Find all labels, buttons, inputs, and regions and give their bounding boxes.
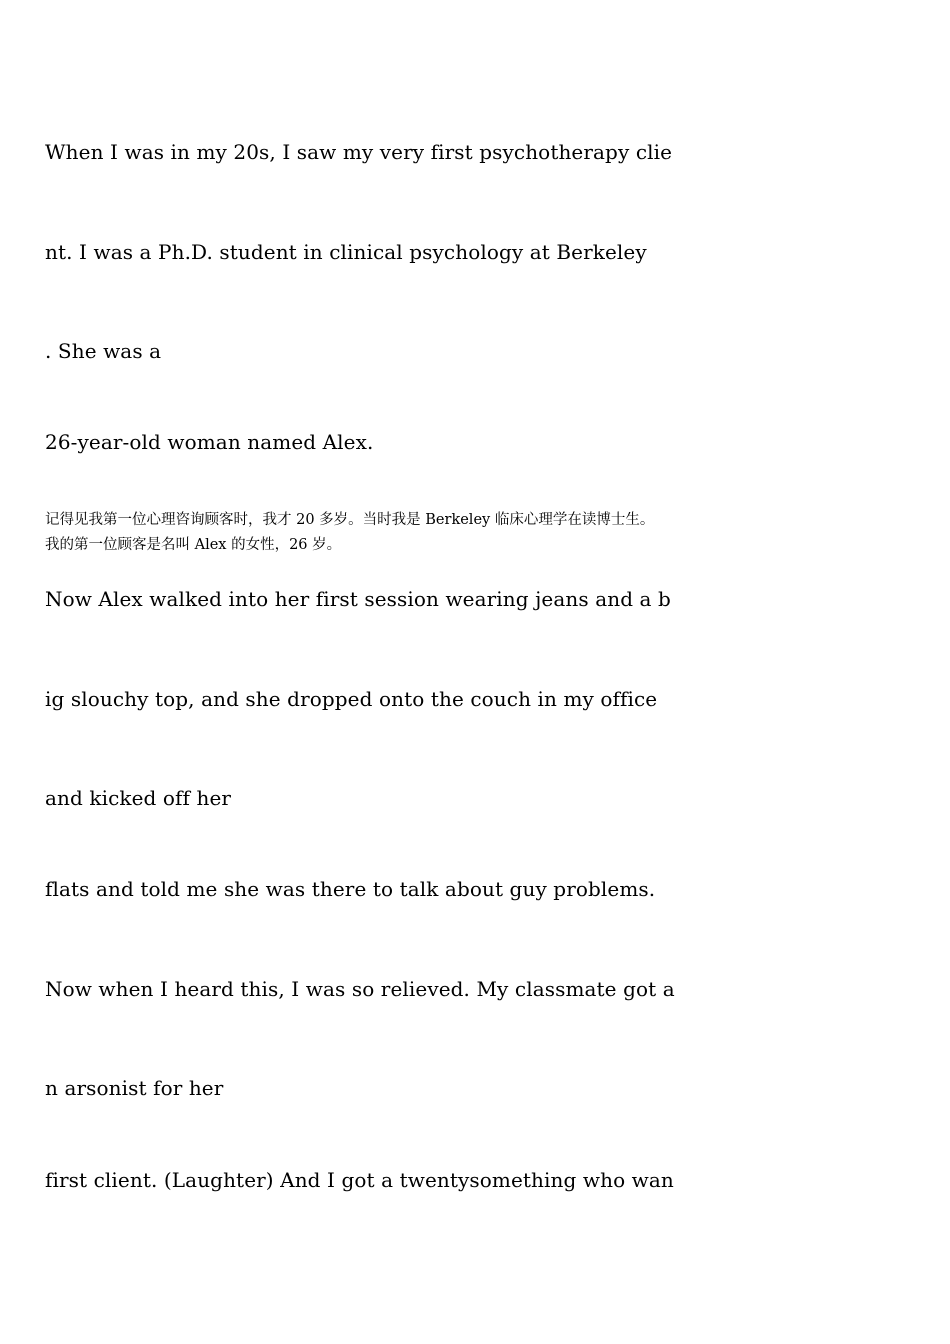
translation-line: 我的第一位顾客是名叫 Alex 的女性，26 岁。 [45, 537, 342, 553]
text-line: When I was in my 20s, I saw my very first psychotherapy clie [45, 140, 673, 164]
text-line: nt. I was a Ph.D. student in clinical psychology at Berkeley [45, 240, 647, 264]
text-line: Now when I heard this, I was so relieved. My classmate got a [45, 977, 675, 1001]
text-line: Now Alex walked into her first session wearing jeans and a b [45, 587, 671, 611]
text-line: 26-year-old woman named Alex. [45, 430, 374, 454]
text-line: n arsonist for her [45, 1076, 224, 1100]
text-line: first client. (Laughter) And I got a twentysomething who wan [45, 1168, 674, 1192]
text-line: and kicked off her [45, 786, 232, 810]
text-line: ig slouchy top, and she dropped onto the couch in my office [45, 687, 658, 711]
text-line: . She was a [45, 339, 162, 363]
text-line: flats and told me she was there to talk about guy problems. [45, 877, 656, 901]
translation-line: 记得见我第一位心理咨询顾客时，我才 20 多岁。当时我是 Berkeley 临床心理学在读博士生。 [45, 512, 655, 528]
